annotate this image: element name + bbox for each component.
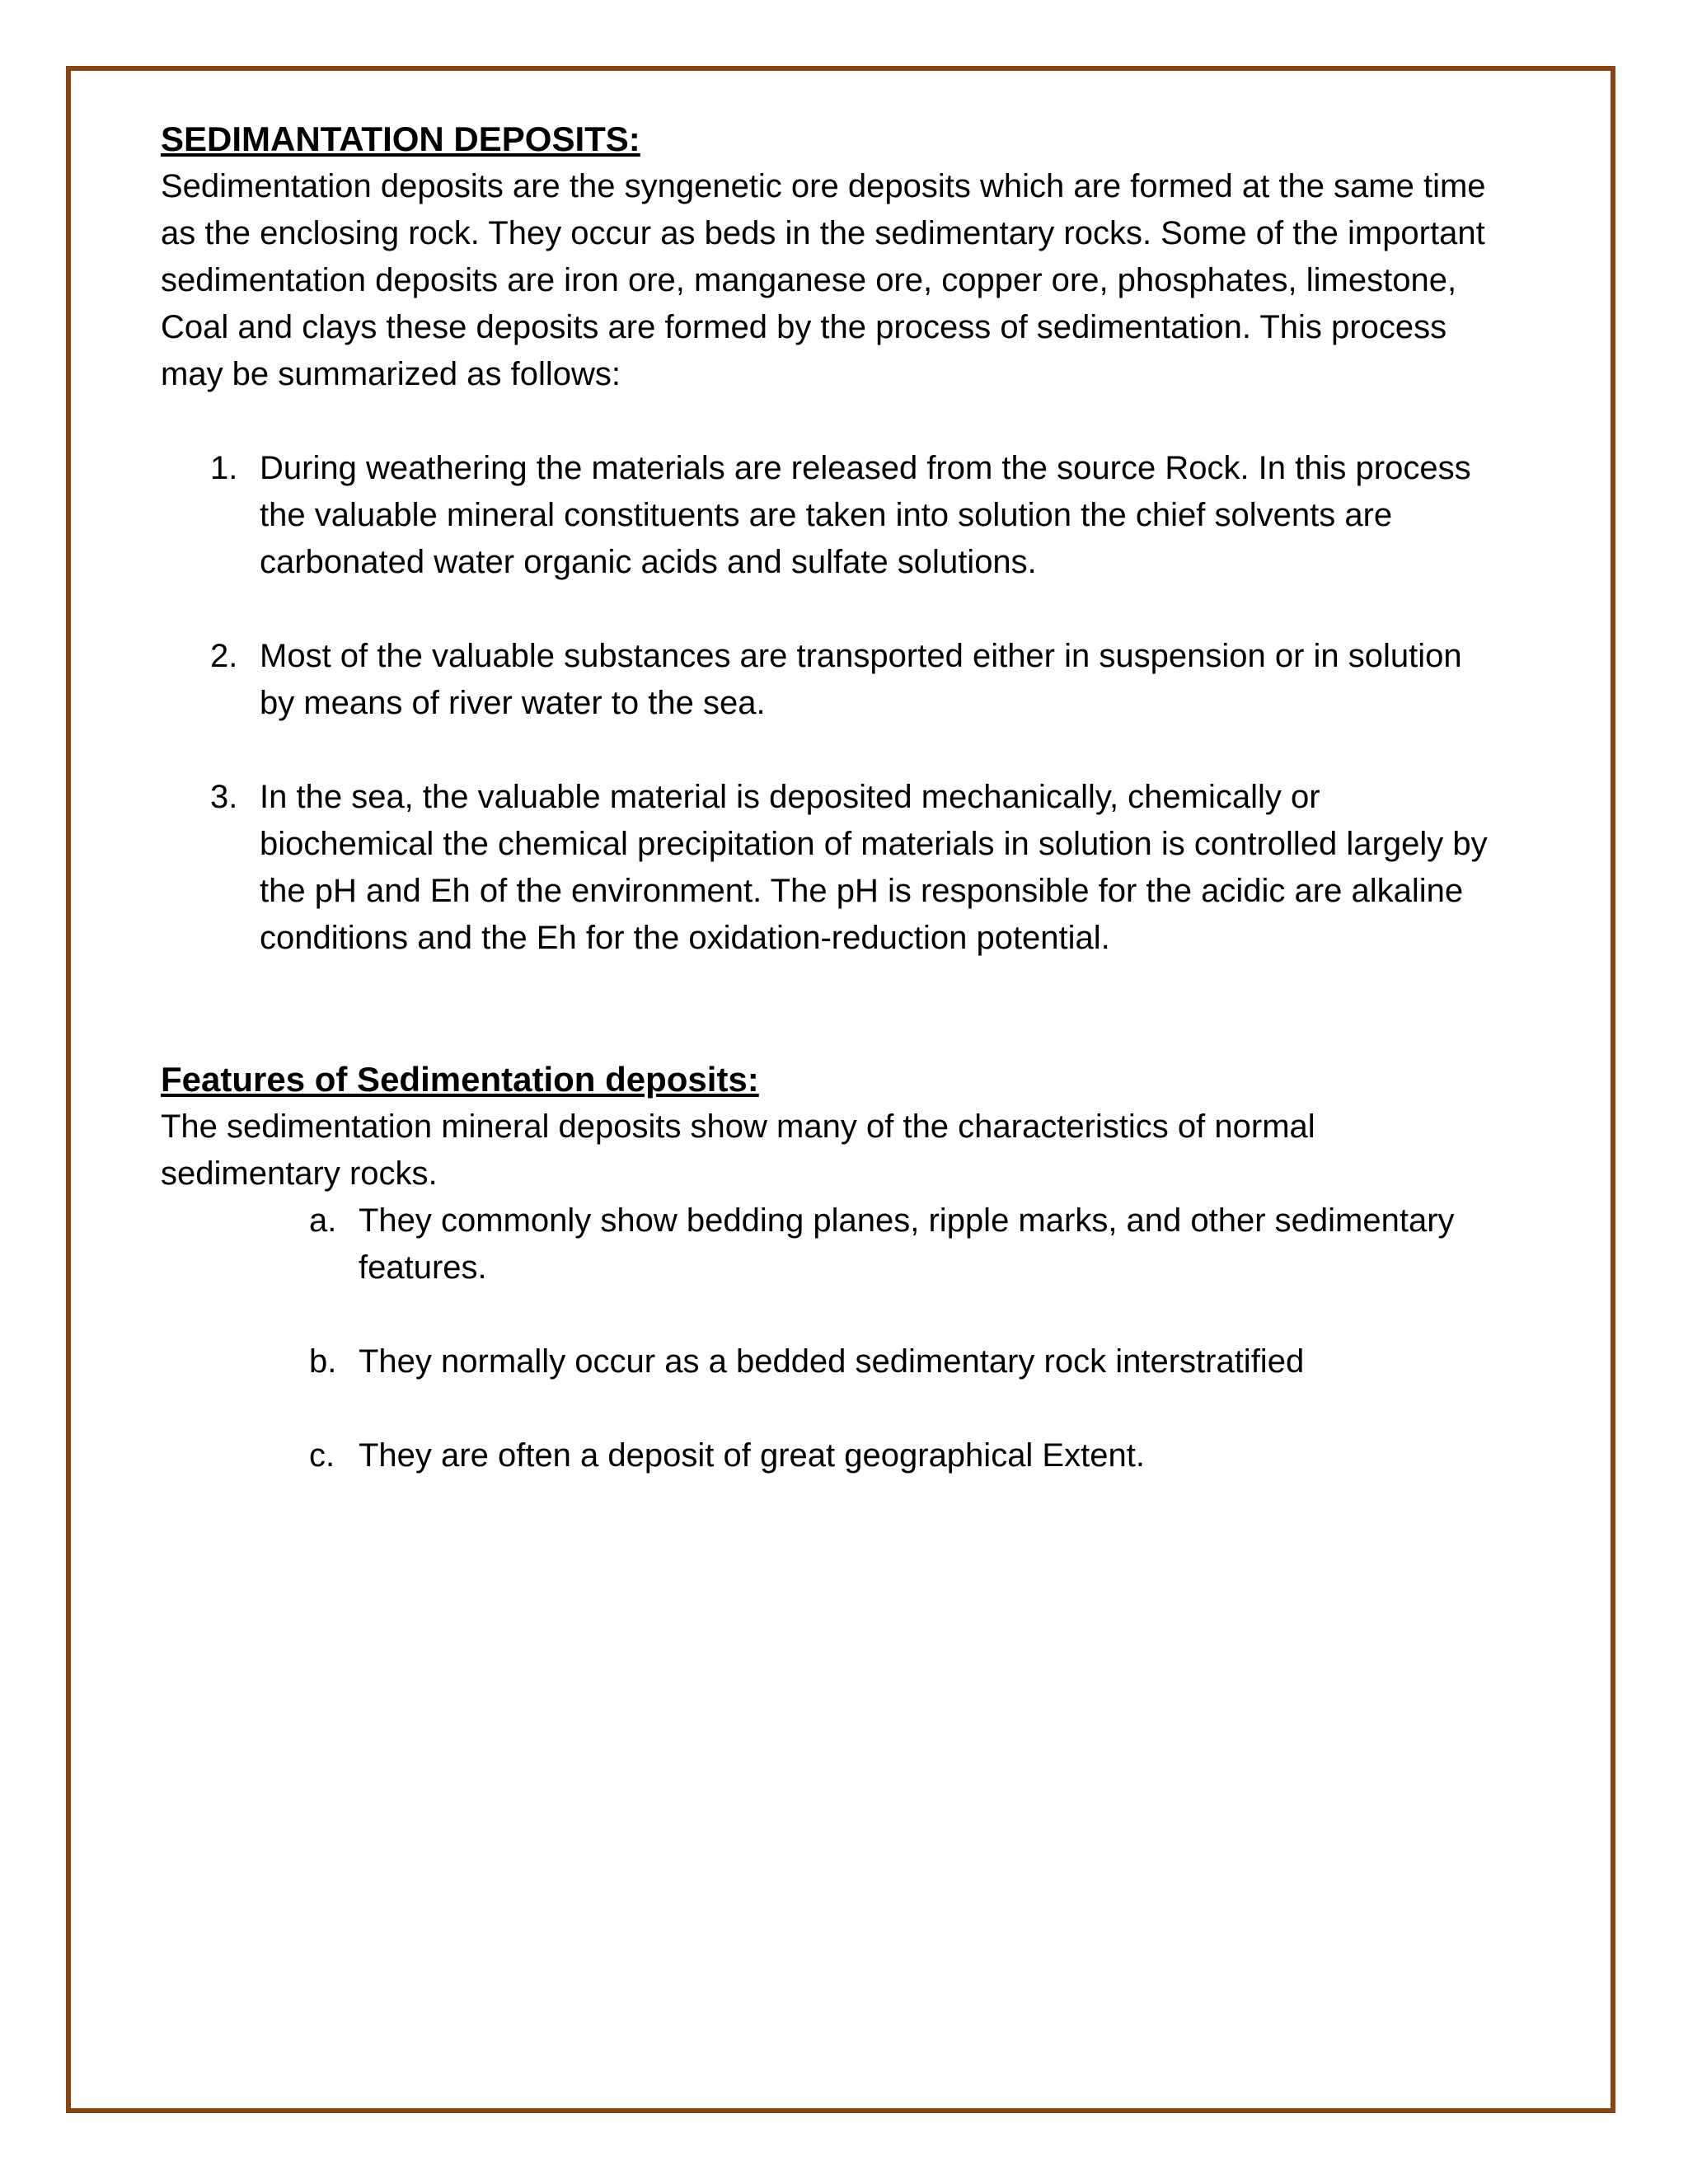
list-marker: 1. (210, 450, 238, 486)
list-item (161, 1197, 1496, 1291)
list-item-text: During weathering the materials are released from the source Rock. In this process the valuable mineral constituents are taken into solution the chief solvents are carbonated water organic acids and sulfate solutions. (260, 450, 1471, 580)
section-heading-sedimentation: SEDIMANTATION DEPOSITS: (161, 120, 640, 158)
list-item (161, 633, 1496, 727)
intro-paragraph: Sedimentation deposits are the syngenetic ore deposits which are formed at the same time as the enclosing rock. They occur as beds in the sedimentary rocks. Some of the important sedimentation deposits are iron ore, manganese ore, copper ore, phosphates, limestone, Coal and clays these deposits are formed by the process of sedimentation. This process may be summarized as follows: (161, 168, 1486, 392)
features-list (161, 1197, 1496, 1479)
list-item-text: They normally occur as a bedded sedimentary rock interstratified (359, 1343, 1305, 1380)
list-marker: a. (309, 1202, 337, 1239)
document-content (161, 115, 1496, 1526)
list-marker: b. (309, 1343, 337, 1380)
list-item-text: They commonly show bedding planes, ripple marks, and other sedimentary features. (359, 1202, 1455, 1286)
list-item-text: Most of the valuable substances are transported either in suspension or in solution by means of river water to the sea. (260, 638, 1462, 721)
list-item (161, 445, 1496, 586)
list-marker: 3. (210, 779, 238, 815)
list-item-text: In the sea, the valuable material is deposited mechanically, chemically or biochemical the chemical precipitation of materials in solution is controlled largely by the pH and Eh of the environment. The pH is responsible for the acidic are alkaline conditions and the Eh for the oxidation-reduction potential. (260, 779, 1488, 956)
list-item-text: They are often a deposit of great geographical Extent. (359, 1437, 1145, 1474)
process-steps-list (161, 445, 1496, 962)
list-item (161, 1432, 1496, 1479)
list-marker: 2. (210, 638, 238, 674)
list-item (161, 1338, 1496, 1385)
list-marker: c. (309, 1437, 335, 1474)
section-heading-features: Features of Sedimentation deposits: (161, 1060, 759, 1099)
list-item (161, 774, 1496, 962)
features-paragraph: The sedimentation mineral deposits show many of the characteristics of normal sedimentary rocks. (161, 1108, 1315, 1192)
